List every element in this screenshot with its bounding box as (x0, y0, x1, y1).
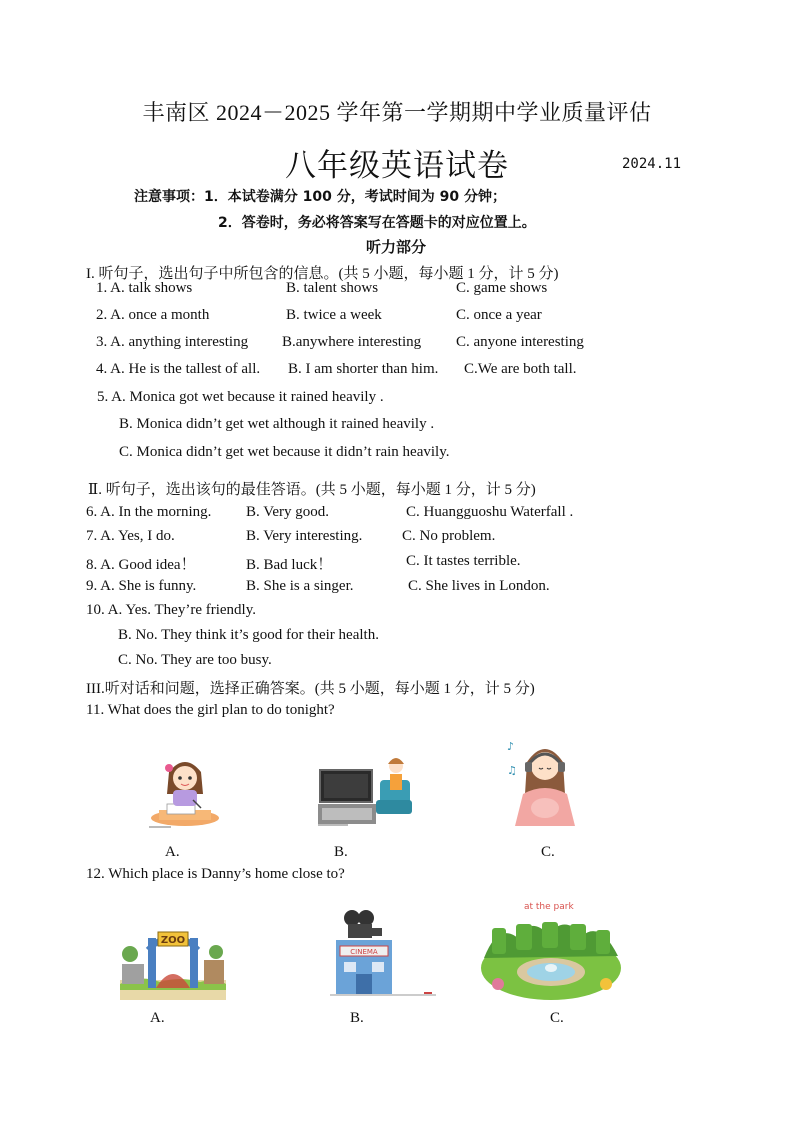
q11-question: 11. What does the girl plan to do tonight? (86, 702, 335, 718)
cinema-picture (330, 906, 436, 1000)
q12-label-b: B. (350, 1010, 364, 1026)
q9-option-a: 9. A. She is funny. (86, 578, 197, 594)
q7-option-a: 7. A. Yes, I do. (86, 528, 175, 544)
notice-line1: 注意事项：1．本试卷满分 100 分，考试时间为 90 分钟； (134, 189, 506, 205)
q12-question: 12. Which place is Danny’s home close to? (86, 866, 345, 882)
q2-option-b: B. twice a week (286, 307, 382, 323)
q3-option-c: C. anyone interesting (456, 334, 584, 350)
q7-option-b: B. Very interesting. (246, 528, 363, 544)
girl-doing-homework-picture (145, 748, 225, 830)
q4-option-b: B. I am shorter than him. (288, 361, 439, 377)
q12-label-a: A. (150, 1010, 165, 1026)
q5-option-b: B. Monica didn’t get wet although it rained heavily . (119, 416, 435, 432)
notice-line2: 2．答卷时，务必将答案写在答题卡的对应位置上。 (218, 215, 536, 231)
girl-listening-music-picture (505, 738, 583, 830)
q3-option-b: B.anywhere interesting (282, 334, 422, 350)
svg-text:♫: ♫ (507, 764, 517, 777)
q2-option-a: 2. A. once a month (96, 307, 210, 323)
listening-header: 听力部分 (366, 238, 427, 256)
section2-title: Ⅱ. 听句子，选出该句的最佳答语。(共 5 小题，每小题 1 分，计 5 分) (88, 482, 536, 498)
q8-option-a: 8. A. Good idea！ (86, 557, 196, 573)
q11-label-c: C. (541, 844, 555, 860)
zoo-picture (120, 924, 226, 1000)
q5-option-c: C. Monica didn’t get wet because it didn’t rain heavily. (119, 444, 450, 460)
section1-title: I. 听句子，选出句子中所包含的信息。(共 5 小题，每小题 1 分，计 5 分) (86, 266, 559, 282)
zoo-sign-text: ZOO (160, 935, 186, 946)
q12-label-c: C. (550, 1010, 564, 1026)
q1-option-a: 1. A. talk shows (96, 280, 193, 296)
park-picture (478, 898, 624, 1004)
cinema-sign-text: CINEMA (350, 948, 378, 956)
park-caption: at the park (524, 902, 574, 912)
q3-option-a: 3. A. anything interesting (96, 334, 249, 350)
q11-label-a: A. (165, 844, 180, 860)
q10-option-a: 10. A. Yes. They’re friendly. (86, 602, 256, 618)
exam-title-line2: 八年级英语试卷 (285, 148, 509, 183)
q2-option-c: C. once a year (456, 307, 542, 323)
exam-title-line1: 丰南区 2024－2025 学年第一学期期中学业质量评估 (142, 100, 652, 125)
watching-tv-picture (318, 750, 416, 828)
q7-option-c: C. No problem. (402, 528, 496, 544)
q6-option-a: 6. A. In the morning. (86, 504, 212, 520)
section3-title: III.听对话和问题，选择正确答案。(共 5 小题，每小题 1 分，计 5 分) (86, 681, 535, 697)
q5-option-a: 5. A. Monica got wet because it rained heavily . (97, 389, 384, 405)
q4-option-c: C.We are both tall. (464, 361, 577, 377)
q10-option-b: B. No. They think it’s good for their health. (118, 627, 379, 643)
q9-option-b: B. She is a singer. (246, 578, 354, 594)
q6-option-b: B. Very good. (246, 504, 330, 520)
q9-option-c: C. She lives in London. (408, 578, 550, 594)
svg-text:♪: ♪ (507, 740, 515, 753)
q1-option-b: B. talent shows (286, 280, 379, 296)
exam-date: 2024.11 (622, 156, 682, 172)
q4-option-a: 4. A. He is the tallest of all. (96, 361, 261, 377)
q11-label-b: B. (334, 844, 348, 860)
q8-option-c: C. It tastes terrible. (406, 553, 521, 569)
q1-option-c: C. game shows (456, 280, 548, 296)
q8-option-b: B. Bad luck！ (246, 557, 333, 573)
q10-option-c: C. No. They are too busy. (118, 652, 272, 668)
q6-option-c: C. Huangguoshu Waterfall . (406, 504, 574, 520)
